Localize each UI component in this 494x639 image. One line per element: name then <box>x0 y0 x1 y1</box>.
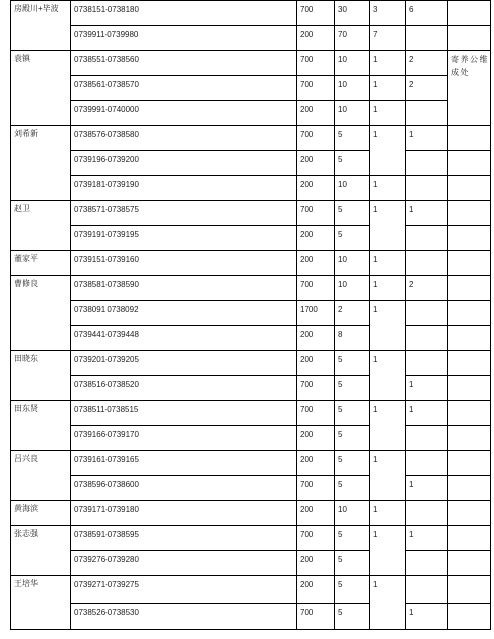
table-cell-v3: 6 <box>409 5 414 14</box>
table-cell-qty: 200 <box>300 580 314 589</box>
table-cell-v2: 1 <box>373 305 378 314</box>
table-cell-range: 0739196-0739200 <box>74 155 139 164</box>
table-cell-v2: 1 <box>373 505 378 514</box>
table-cell-v1: 8 <box>338 330 343 339</box>
table-cell-range: 0738551-0738560 <box>74 55 139 64</box>
table-cell-v1: 5 <box>338 205 343 214</box>
table-cell-range: 0739171-0739180 <box>74 505 139 514</box>
table-cell-name: 赵卫 <box>14 204 30 213</box>
table-cell-v1: 10 <box>338 80 347 89</box>
table-cell-range: 0738571-0738575 <box>74 205 139 214</box>
table-cell-v1: 5 <box>338 355 343 364</box>
table-cell-range: 0738526-0738530 <box>74 608 139 617</box>
table-cell-range: 0739181-0739190 <box>74 180 139 189</box>
table-cell-range: 0738511-0738515 <box>74 405 139 414</box>
table-cell-name: 袁镇 <box>14 54 30 63</box>
table-cell-qty: 200 <box>300 555 314 564</box>
table-cell-v1: 5 <box>338 130 343 139</box>
table-cell-v1: 5 <box>338 380 343 389</box>
table-cell-qty: 700 <box>300 130 314 139</box>
table-cells <box>14 3 489 617</box>
table-cell-range: 0739991-0740000 <box>74 105 139 114</box>
table-cell-range: 0739151-0739160 <box>74 255 139 264</box>
table-cell-v2: 1 <box>373 255 378 264</box>
table-cell-v1: 5 <box>338 455 343 464</box>
table-cell-name: 董家平 <box>14 254 38 263</box>
table-cell-qty: 200 <box>300 30 314 39</box>
table-cell-v2: 1 <box>373 105 378 114</box>
table-cell-qty: 700 <box>300 405 314 414</box>
table-cell-range: 0739161-0739165 <box>74 455 139 464</box>
table-cell-v2: 1 <box>373 455 378 464</box>
table-cell-name: 田晓东 <box>14 354 38 363</box>
table-cell-name: 黄海滨 <box>14 504 38 513</box>
table-cell-name: 王培华 <box>14 579 38 588</box>
table-cell-range: 0738151-0738180 <box>74 5 139 14</box>
table-cell-v1: 10 <box>338 180 347 189</box>
table-cell-qty: 200 <box>300 155 314 164</box>
table-cell-v2: 7 <box>373 30 378 39</box>
table-cell-v2: 1 <box>373 355 378 364</box>
table-cell-v2: 1 <box>373 580 378 589</box>
table-cell-v3: 1 <box>409 405 414 414</box>
table-cell-qty: 700 <box>300 380 314 389</box>
table-cell-v2: 3 <box>373 5 378 14</box>
table-cell-v2: 1 <box>373 280 378 289</box>
table-cell-name: 房殿川+毕波 <box>14 4 59 13</box>
table-cell-qty: 200 <box>300 105 314 114</box>
table-cell-v1: 10 <box>338 55 347 64</box>
table-cell-range: 0738591-0738595 <box>74 530 139 539</box>
table-cell-v2: 1 <box>373 80 378 89</box>
table-cell-note: 寄养公维成处 <box>451 55 489 77</box>
table-cell-v2: 1 <box>373 405 378 414</box>
table-cell-qty: 200 <box>300 255 314 264</box>
table-cell-qty: 200 <box>300 230 314 239</box>
table-cell-v1: 10 <box>338 105 347 114</box>
table-cell-v1: 5 <box>338 230 343 239</box>
table-cell-qty: 700 <box>300 280 314 289</box>
table-cell-v1: 5 <box>338 155 343 164</box>
table-cell-v3: 1 <box>409 480 414 489</box>
table-cell-name: 刘希新 <box>14 129 38 138</box>
table-cell-range: 0739201-0739205 <box>74 355 139 364</box>
table-cell-v2: 1 <box>373 55 378 64</box>
table-cell-v1: 30 <box>338 5 347 14</box>
table-cell-range: 0739911-0739980 <box>74 30 139 39</box>
table-cell-range: 0738561-0738570 <box>74 80 139 89</box>
table-cell-qty: 200 <box>300 180 314 189</box>
table-cell-v1: 5 <box>338 608 343 617</box>
table-cell-v1: 5 <box>338 530 343 539</box>
table-cell-v1: 5 <box>338 405 343 414</box>
table-cell-qty: 700 <box>300 205 314 214</box>
table-cell-v2: 1 <box>373 180 378 189</box>
table-cell-v2: 1 <box>373 130 378 139</box>
table-cell-v3: 1 <box>409 530 414 539</box>
table-cell-v3: 1 <box>409 205 414 214</box>
table-cell-name: 张志强 <box>14 529 38 538</box>
table-cell-v3: 2 <box>409 280 414 289</box>
table-cell-qty: 700 <box>300 5 314 14</box>
table-cell-v3: 1 <box>409 130 414 139</box>
table-cell-name: 曹修良 <box>14 279 38 288</box>
table-cell-range: 0739166-0739170 <box>74 430 139 439</box>
table-cell-v3: 2 <box>409 80 414 89</box>
table-cell-range: 0738516-0738520 <box>74 380 139 389</box>
table-cell-range: 0739276-0739280 <box>74 555 139 564</box>
table-cell-qty: 200 <box>300 455 314 464</box>
table-cell-qty: 200 <box>300 505 314 514</box>
table-cell-v1: 5 <box>338 555 343 564</box>
table-cell-v3: 1 <box>409 380 414 389</box>
table-cell-range: 0739191-0739195 <box>74 230 139 239</box>
table-cell-v2: 1 <box>373 205 378 214</box>
table-cell-qty: 700 <box>300 608 314 617</box>
table-cell-qty: 700 <box>300 55 314 64</box>
table-cell-v1: 10 <box>338 280 347 289</box>
table-cell-name: 田东贤 <box>14 404 38 413</box>
table-cell-range: 0739271-0739275 <box>74 580 139 589</box>
table-cell-qty: 200 <box>300 330 314 339</box>
table-cell-v1: 10 <box>338 505 347 514</box>
table-cell-v1: 5 <box>338 430 343 439</box>
table-cell-v1: 5 <box>338 480 343 489</box>
table-cell-qty: 1700 <box>300 305 318 314</box>
table-cell-range: 0738091 0738092 <box>74 305 139 314</box>
table-cell-v1: 5 <box>338 580 343 589</box>
table-cell-qty: 700 <box>300 480 314 489</box>
table-cell-v2: 1 <box>373 530 378 539</box>
table-cell-range: 0738581-0738590 <box>74 280 139 289</box>
table-cell-range: 0739441-0739448 <box>74 330 139 339</box>
table-cell-range: 0738596-0738600 <box>74 480 139 489</box>
table-cell-qty: 200 <box>300 430 314 439</box>
table-cell-qty: 200 <box>300 355 314 364</box>
table-cell-name: 吕兴良 <box>14 454 38 463</box>
table-cell-v1: 10 <box>338 255 347 264</box>
table-cell-v1: 2 <box>338 305 343 314</box>
table-cell-qty: 700 <box>300 80 314 89</box>
table-cell-qty: 700 <box>300 530 314 539</box>
table-cell-v3: 2 <box>409 55 414 64</box>
table-cell-v3: 1 <box>409 608 414 617</box>
table-cell-range: 0738576-0738580 <box>74 130 139 139</box>
table-cell-v1: 70 <box>338 30 347 39</box>
